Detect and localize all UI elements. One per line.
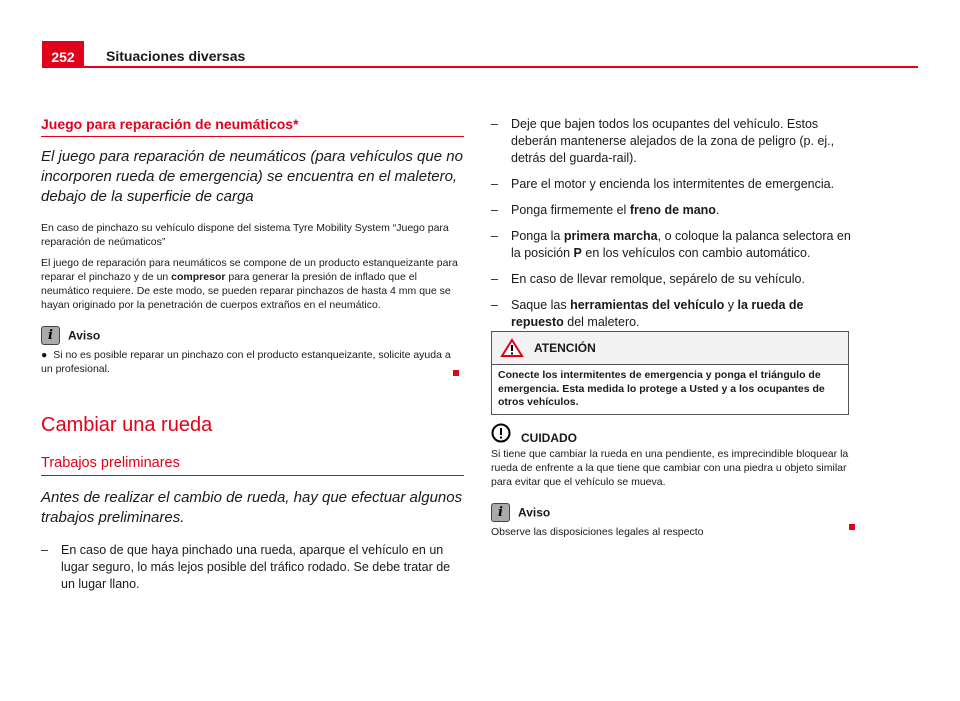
section-heading: Juego para reparación de neumáticos* <box>41 116 464 137</box>
info-icon: i <box>491 503 510 522</box>
end-marker <box>453 370 459 376</box>
paragraph: En caso de pinchazo su vehículo dispone del sistema Tyre Mobility System “Juego para reparación de neúmaticos” <box>41 222 449 248</box>
caution-block <box>491 421 851 539</box>
warning-text: Conecte los intermitentes de emergencia y ponga el triángulo de emergencia. Esta medida lo protege a Usted y a los ocupantes de otros vehículos. <box>498 369 825 408</box>
page-number: 252 <box>42 41 84 68</box>
list-item: – Ponga la primera marcha, o coloque la palanca selectora en la posición P en los vehículos con cambio automático. <box>491 229 851 260</box>
list-item: – Saque las herramientas del vehículo y la rueda de repuesto del maletero. <box>491 298 804 329</box>
note-text: ● Si no es posible reparar un pinchazo con el producto estanqueizante, solicite ayuda a un profesional. <box>41 349 451 375</box>
chapter-heading: Cambiar una rueda <box>41 414 213 436</box>
warning-title: ATENCIÓN <box>534 341 596 355</box>
caution-title: CUIDADO <box>521 431 577 445</box>
list-item: – En caso de que haya pinchado una rueda, aparque el vehículo en un lugar seguro, lo más lejos posible del tráfico rodado. Se debe tratar de un lugar llano. <box>41 543 451 591</box>
list-item: – Ponga firmemente el freno de mano. <box>491 203 720 217</box>
section-lead: El juego para reparación de neumáticos (para vehículos que no incorporen rueda de emergencia) se encuentra en el maletero, debajo de la superficie de carga <box>41 148 463 205</box>
list-item: – Deje que bajen todos los ocupantes del vehículo. Estos deberán mantenerse alejados de la zona de peligro (p. ej., detrás del guarda-rail). <box>491 117 835 165</box>
left-column <box>41 116 464 376</box>
chapter-title: Situaciones diversas <box>106 48 246 64</box>
note-header: i Aviso <box>491 503 851 522</box>
caution-text: Si tiene que cambiar la rueda en una pendiente, es imprecindible bloquear la rueda de enfrente a la que tiene que cambiar con una piedra u objeto similar para evitar que el vehículo se mueva. <box>491 448 849 488</box>
note-header: i Aviso <box>41 326 464 345</box>
left-section2 <box>41 455 464 602</box>
list-item: – Pare el motor y encienda los intermitentes de emergencia. <box>491 177 835 191</box>
info-icon: i <box>41 326 60 345</box>
caution-icon <box>491 423 511 443</box>
note-text: Observe las disposiciones legales al respecto <box>491 526 704 538</box>
right-column <box>491 116 851 340</box>
paragraph: El juego de reparación para neumáticos se compone de un producto estanqueizante para reparar el pinchazo y de un compresor para generar la presión de inflado que el neumático requiere. De este modo, se pueden reparar pinchazos de hasta 4 mm que se hayan originado por la penetración de cuerpos extraños en el neumático. <box>41 257 458 311</box>
warning-triangle-icon <box>500 338 524 358</box>
section-heading: Trabajos preliminares <box>41 455 464 476</box>
warning-box <box>491 331 849 415</box>
section-lead: Antes de realizar el cambio de rueda, hay que efectuar algunos trabajos preliminares. <box>41 489 463 526</box>
header-rule <box>42 66 918 68</box>
list-item: – En caso de llevar remolque, sepárelo de su vehículo. <box>491 272 805 286</box>
end-marker <box>849 524 855 530</box>
